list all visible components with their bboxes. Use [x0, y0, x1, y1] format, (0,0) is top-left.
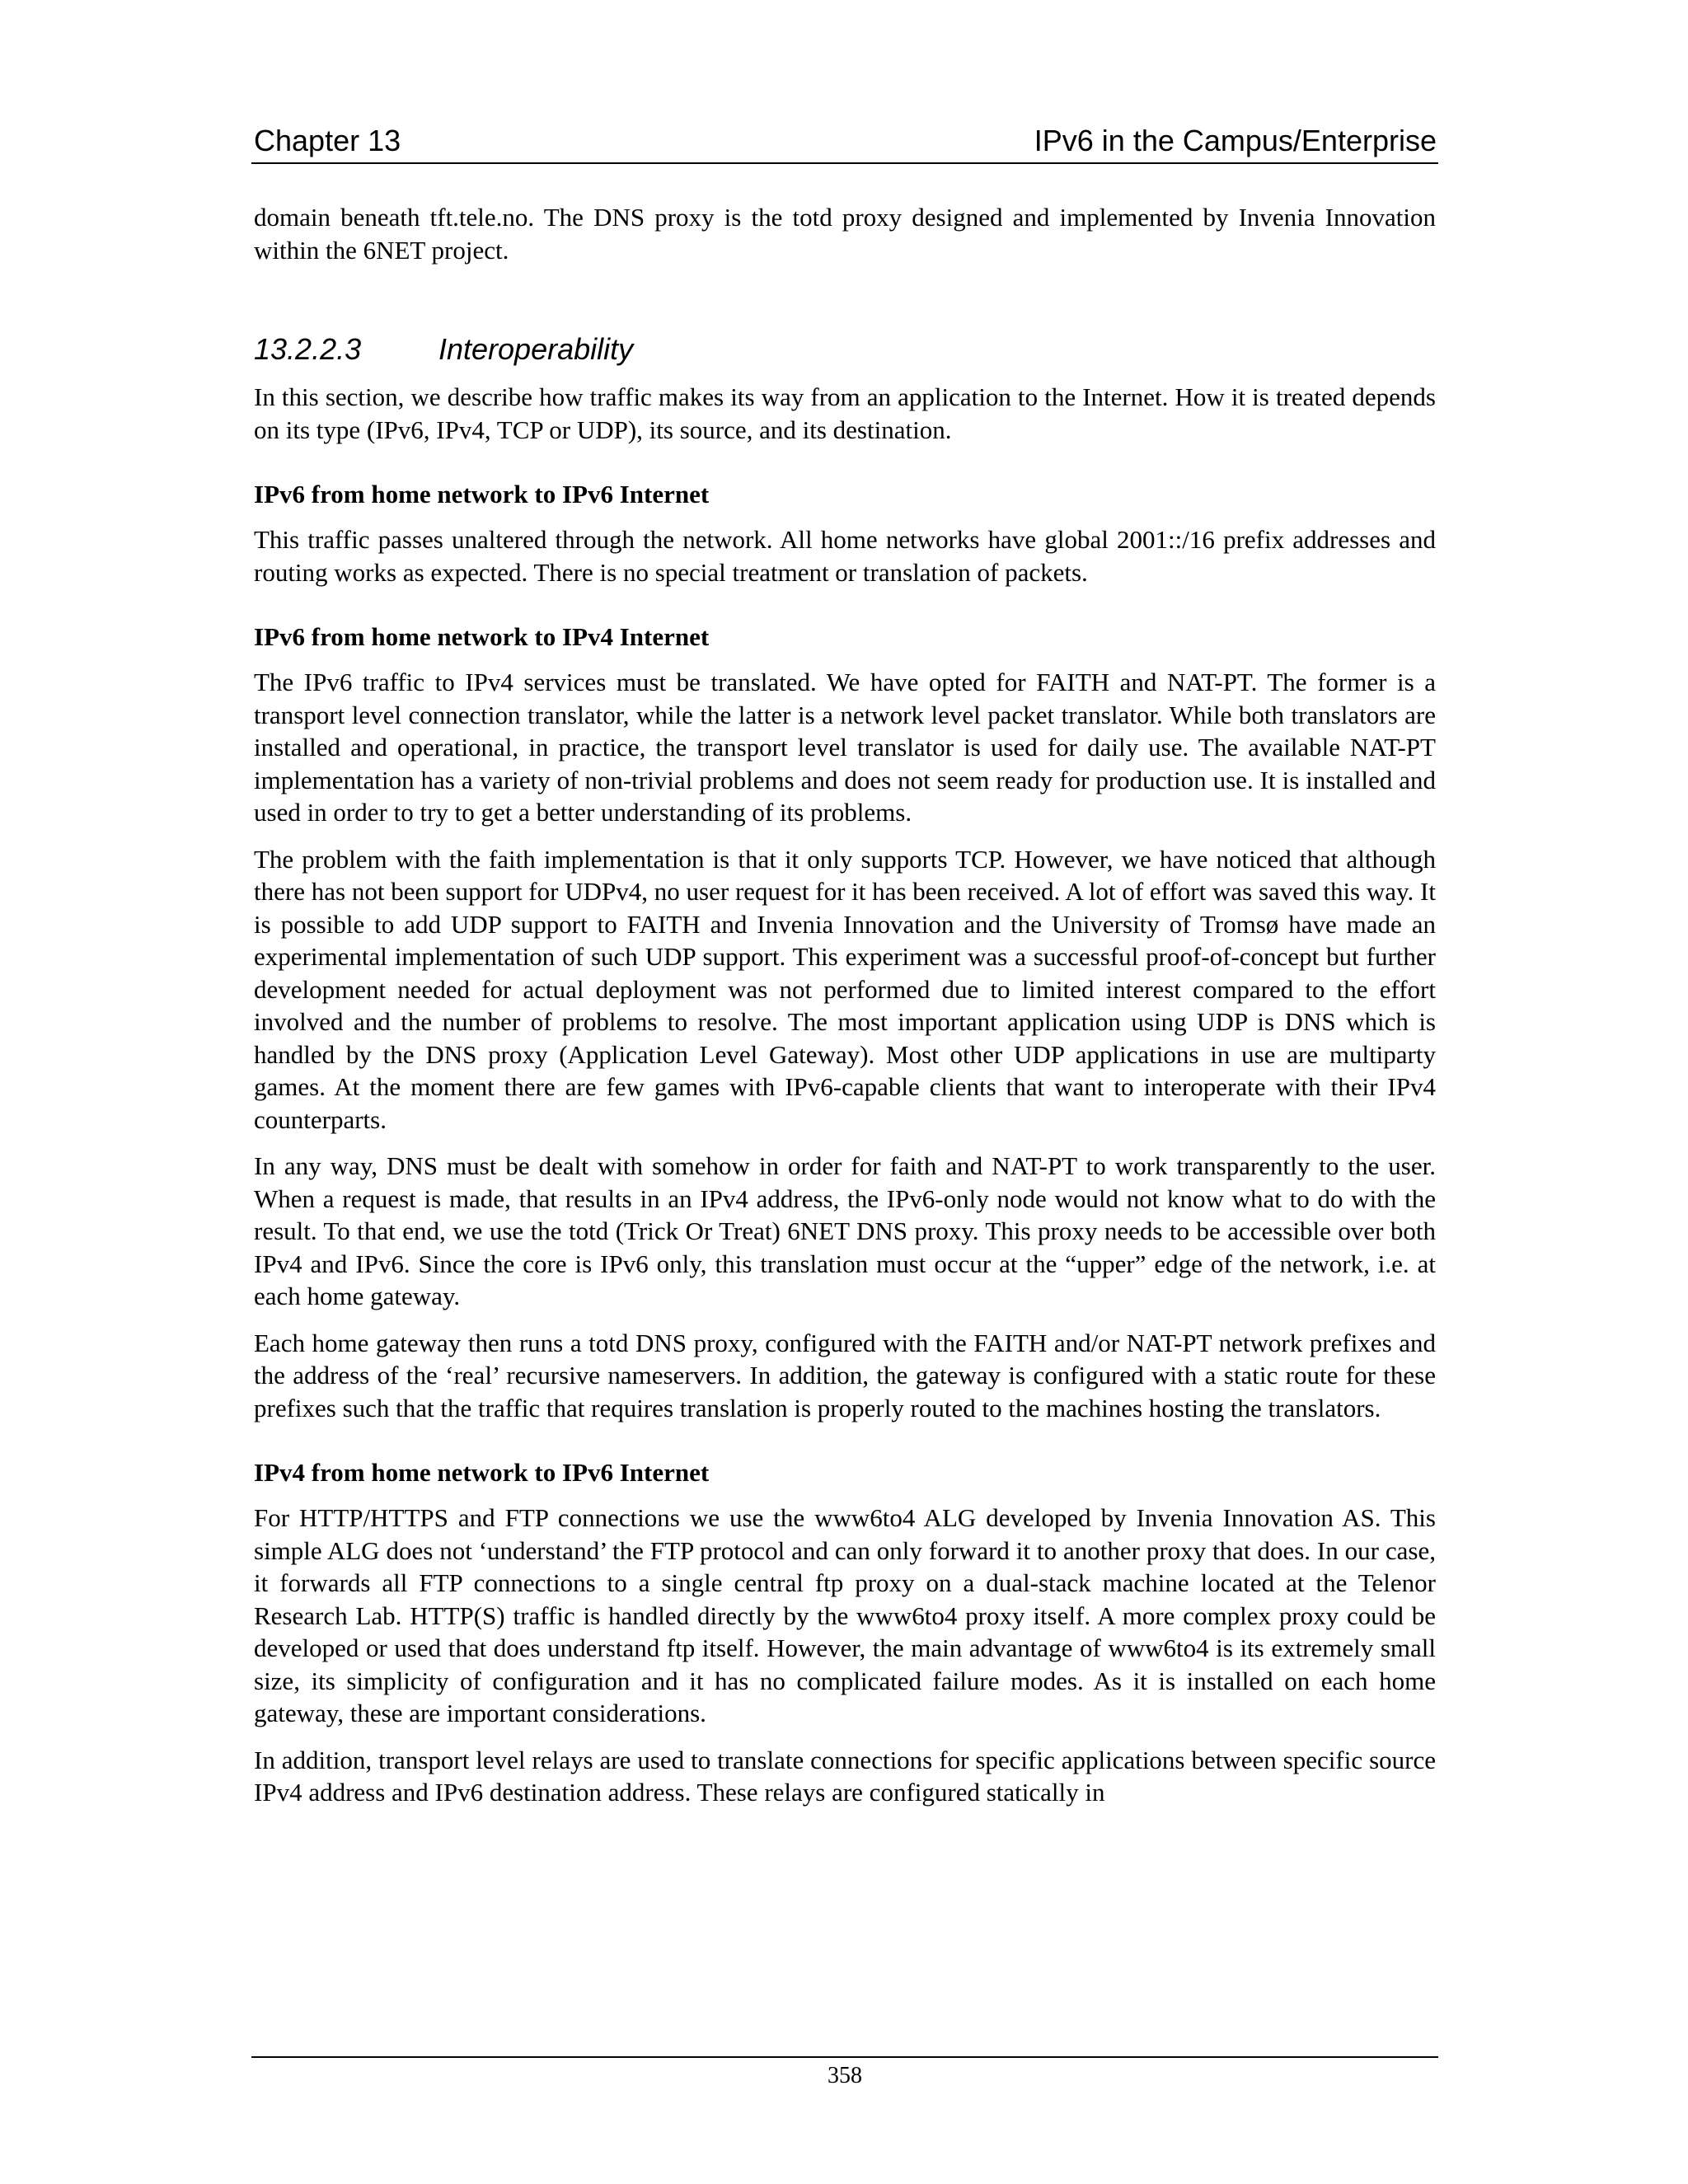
paragraph: In any way, DNS must be dealt with somehow in order for faith and NAT-PT to work transparently to the user. When a request is made, that results in an IPv4 address, the IPv6-only node would not know what to do with the result. To that end, we use the totd (Trick Or Treat) 6NET DNS proxy. This proxy needs to be accessible over both IPv4 and IPv6. Since the core is IPv6 only, this translation must occur at the “upper” edge of the network, i.e. at each home gateway. [254, 1151, 1436, 1310]
section-heading [254, 331, 1436, 368]
paragraph: This traffic passes unaltered through the network. All home networks have global 2001::/16 prefix addresses and routing works as expected. There is no special treatment or translation of packets. [254, 525, 1436, 587]
paragraph: domain beneath tft.tele.no. The DNS proxy is the totd proxy designed and implemented by Invenia Innovation within the 6NET project. [254, 203, 1436, 265]
paragraph: In addition, transport level relays are used to translate connections for specific applications between specific source IPv4 address and IPv6 destination address. These relays are configured statically in [254, 1745, 1436, 1807]
footer-divider [251, 2056, 1438, 2058]
chapter-label: Chapter 13 [254, 124, 401, 157]
subsection-heading: IPv6 from home network to IPv6 Internet [254, 480, 710, 509]
paragraph: Each home gateway then runs a totd DNS proxy, configured with the FAITH and/or NAT-PT network prefixes and the address of the ‘real’ recursive nameservers. In addition, the gateway is configured with a static route for these prefixes such that the traffic that requires translation is properly routed to the machines hosting the translators. [254, 1328, 1436, 1422]
paragraph: In this section, we describe how traffic makes its way from an application to the Internet. How it is treated depends on its type (IPv6, IPv4, TCP or UDP), its source, and its destination. [254, 382, 1436, 444]
subsection-heading: IPv4 from home network to IPv6 Internet [254, 1458, 710, 1487]
section-number: 13.2.2.3 [254, 332, 362, 366]
body-text [254, 201, 1436, 1823]
subsection-heading: IPv6 from home network to IPv4 Internet [254, 622, 710, 651]
document-page [251, 0, 1438, 2184]
page-number: 358 [828, 2063, 862, 2088]
paragraph: The IPv6 traffic to IPv4 services must be translated. We have opted for FAITH and NAT-PT. The former is a transport level connection translator, while the latter is a network level packet translator. While both translators are installed and operational, in practice, the transport level translator is used for daily use. The available NAT-PT implementation has a variety of non-trivial problems and does not seem ready for production use. It is installed and used in order to try to get a better understanding of its problems. [254, 668, 1436, 827]
section-title: Interoperability [438, 332, 634, 366]
running-header [251, 120, 1438, 164]
chapter-title: IPv6 in the Campus/Enterprise [1034, 124, 1437, 157]
paragraph: The problem with the faith implementation is that it only supports TCP. However, we have noticed that although there has not been support for UDPv4, no user request for it has been received. A lot of effort was saved this way. It is possible to add UDP support to FAITH and Invenia Innovation and the University of Tromsø have made an experimental implementation of such UDP support. This experiment was a successful proof-of-concept but further development needed for actual deployment was not performed due to limited interest compared to the effort involved and the number of problems to resolve. The most important application using UDP is DNS which is handled by the DNS proxy (Application Level Gateway). Most other UDP applications in use are multiparty games. At the moment there are few games with IPv6-capable clients that want to interoperate with their IPv4 counterparts. [254, 844, 1436, 1134]
paragraph: For HTTP/HTTPS and FTP connections we use the www6to4 ALG developed by Invenia Innovation AS. This simple ALG does not ‘understand’ the FTP protocol and can only forward it to another proxy that does. In our case, it forwards all FTP connections to a single central ftp proxy on a dual-stack machine located at the Telenor Research Lab. HTTP(S) traffic is handled directly by the www6to4 proxy itself. A more complex proxy could be developed or used that does understand ftp itself. However, the main advantage of www6to4 is its extremely small size, its simplicity of configuration and it has no complicated failure modes. As it is installed on each home gateway, these are important considerations. [254, 1503, 1436, 1727]
